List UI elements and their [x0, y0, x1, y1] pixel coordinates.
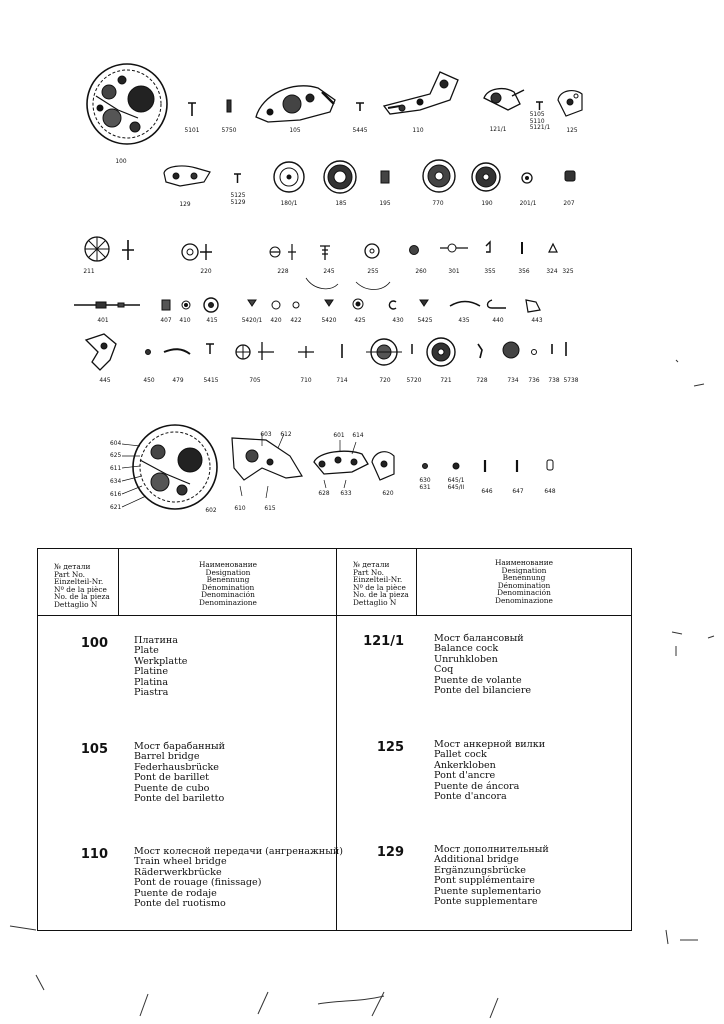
header-line: Part No.: [353, 567, 385, 577]
header-line: Dettaglio N: [353, 597, 397, 607]
part-label-line: 5121/1: [529, 123, 551, 131]
part-label: 736: [528, 376, 540, 384]
part-label: 201/1: [519, 199, 537, 207]
part-label: 228: [277, 267, 289, 275]
header-line: Einzelteil-Nr.: [353, 575, 403, 585]
part-label-line: 630: [419, 476, 431, 484]
part-label: 770: [432, 199, 444, 207]
header-line: Nº de la pièce: [353, 582, 406, 592]
part-label: 5415: [203, 376, 219, 384]
description-line: Pont supplémentaire: [434, 875, 535, 887]
part-number: 110: [80, 847, 108, 862]
description-line: Platina: [134, 676, 169, 688]
description-line: Federhausbrücke: [134, 761, 219, 773]
header-line: Denominación: [497, 588, 551, 598]
part-label: 121/1: [489, 125, 507, 133]
part-label: 190: [481, 199, 493, 207]
part-label-line: 645/II: [447, 482, 465, 491]
description-line: Puente de cubo: [134, 782, 210, 794]
part-label: 355: [484, 267, 496, 275]
header-line: Designation: [501, 565, 547, 575]
description-line: Ergänzungsbrücke: [434, 864, 526, 876]
description-line: Puente de áncora: [434, 780, 520, 792]
part-label: 105: [289, 126, 301, 134]
part-label: 602: [205, 506, 217, 514]
part-label-line: 631: [419, 482, 431, 491]
part-label: 443: [531, 316, 543, 324]
part-label: 5445: [352, 126, 368, 134]
description-line: Puente de rodaje: [134, 887, 217, 899]
part-label: 616: [110, 490, 122, 498]
description-line: Pallet cock: [434, 749, 487, 761]
part-label: 301: [448, 267, 460, 275]
part-label-line: 5105: [529, 110, 545, 118]
part-label: 646: [481, 487, 493, 495]
part-label: 5425: [417, 316, 433, 324]
part-label: 185: [335, 199, 347, 207]
description-line: Мост балансовый: [434, 633, 524, 644]
part-label: 647: [512, 487, 524, 495]
description-line: Balance cock: [434, 643, 499, 655]
part-label: 422: [290, 316, 302, 324]
part-label: 401: [97, 316, 109, 324]
part-label: 430: [392, 316, 404, 324]
header-line: Einzelteil-Nr.: [54, 577, 104, 587]
part-label: 604: [110, 439, 122, 447]
part-label: 180/1: [280, 199, 298, 207]
description-line: Pont de rouage (finissage): [134, 877, 262, 889]
part-label-line: 5129: [230, 197, 246, 206]
part-label: 614: [352, 431, 364, 439]
part-label: 612: [280, 430, 292, 438]
part-label: 415: [206, 316, 218, 324]
header-line: № детали: [353, 560, 390, 569]
description-line: Ponte supplementare: [434, 896, 538, 908]
description-line: Werkplatte: [134, 655, 188, 667]
part-label: 648: [544, 487, 556, 495]
description-line: Train wheel bridge: [134, 856, 227, 868]
part-label: 625: [110, 451, 122, 459]
part-label: 110: [412, 126, 424, 134]
description-line: Ponte del bilanciere: [434, 685, 532, 697]
description-line: Ponte del ruotismo: [134, 898, 226, 910]
part-label: 728: [476, 376, 488, 384]
description-line: Мост анкерной вилки: [434, 739, 546, 750]
description-line: Piastra: [134, 687, 169, 699]
part-label: 610: [234, 504, 246, 512]
header-line: Dénomination: [497, 580, 551, 590]
part-label: 211: [83, 267, 95, 275]
part-number: 100: [80, 636, 108, 651]
header-line: Benennung: [206, 575, 250, 585]
part-label-line: 5110: [529, 116, 545, 125]
header-line: Designation: [205, 567, 251, 577]
part-label: 5420/1: [241, 316, 263, 324]
part-label: 5750: [221, 126, 237, 134]
header-line: Benennung: [502, 573, 546, 583]
description-line: Räderwerkbrücke: [134, 866, 222, 878]
part-label: 5738: [563, 376, 579, 384]
description-line: Мост барабанный: [134, 741, 226, 752]
part-number: 121/1: [363, 634, 404, 649]
part-label: 633: [340, 489, 352, 497]
description-line: Мост дополнительный: [434, 844, 549, 855]
part-label: 245: [323, 267, 335, 275]
header-line: No. de la pieza: [353, 590, 409, 600]
description-line: Barrel bridge: [134, 751, 200, 763]
part-label: 324: [546, 267, 558, 275]
part-label: 611: [110, 464, 122, 472]
part-label: 207: [563, 199, 575, 207]
part-label: 634: [110, 477, 122, 485]
part-label: 260: [415, 267, 427, 275]
part-label: 129: [179, 200, 191, 208]
part-label: 100: [115, 157, 127, 165]
part-label: 734: [507, 376, 519, 384]
header-line: Denominazione: [199, 597, 257, 607]
part-label: 620: [382, 489, 394, 497]
part-number: 125: [376, 740, 404, 755]
part-label: 705: [249, 376, 261, 384]
part-label: 435: [458, 316, 470, 324]
header-line: Наименование: [494, 558, 554, 567]
part-label: 738: [548, 376, 560, 384]
header-line: Denominación: [201, 590, 255, 600]
part-label: 420: [270, 316, 282, 324]
part-label: 603: [260, 430, 272, 438]
description-line: Pont d'ancre: [434, 770, 496, 782]
part-label: 621: [110, 503, 122, 511]
part-label: 710: [300, 376, 312, 384]
header-line: Part No.: [54, 569, 86, 579]
part-number: 129: [376, 845, 404, 860]
part-label: 325: [562, 267, 574, 275]
part-label: 615: [264, 504, 276, 512]
part-label: 720: [379, 376, 391, 384]
part-label: 445: [99, 376, 111, 384]
header-line: Denominazione: [495, 595, 553, 605]
description-line: Coq: [434, 664, 454, 676]
part-label: 195: [379, 199, 391, 207]
header-line: Dettaglio N: [54, 599, 98, 609]
description-line: Additional bridge: [434, 854, 519, 866]
part-label: 628: [318, 489, 330, 497]
description-line: Ponte del bariletto: [134, 793, 225, 805]
part-label: 601: [333, 431, 345, 439]
description-line: Ankerkloben: [434, 759, 496, 771]
part-label: 255: [367, 267, 379, 275]
part-label: 407: [160, 316, 172, 324]
description-line: Unruhkloben: [434, 653, 498, 665]
header-line: No. de la pieza: [54, 592, 110, 602]
part-label: 714: [336, 376, 348, 384]
part-label: 5720: [406, 376, 422, 384]
header-line: Nº de la pièce: [54, 584, 107, 594]
part-label: 450: [143, 376, 155, 384]
part-label-line: 645/1: [447, 476, 465, 484]
header-line: № детали: [54, 562, 91, 571]
part-label: 220: [200, 267, 212, 275]
part-label: 356: [518, 267, 530, 275]
header-line: Dénomination: [201, 582, 255, 592]
part-label: 5101: [184, 126, 200, 134]
description-line: Платина: [134, 635, 178, 646]
header-line: Наименование: [198, 560, 258, 569]
description-line: Puente de volante: [434, 674, 522, 686]
description-line: Puente suplementario: [434, 885, 542, 897]
part-label: 5420: [321, 316, 337, 324]
description-line: Platine: [134, 666, 169, 678]
description-line: Pont de barillet: [134, 772, 209, 784]
description-line: Мост колесной передачи (ангренажный): [134, 846, 343, 857]
part-label: 440: [492, 316, 504, 324]
part-label: 410: [179, 316, 191, 324]
description-line: Plate: [134, 645, 159, 657]
part-label: 425: [354, 316, 366, 324]
part-label: 721: [440, 376, 452, 384]
part-label: 125: [566, 126, 578, 134]
part-label: 479: [172, 376, 184, 384]
part-number: 105: [80, 742, 108, 757]
description-line: Ponte d'ancora: [434, 791, 507, 803]
part-label-line: 5125: [230, 191, 246, 199]
